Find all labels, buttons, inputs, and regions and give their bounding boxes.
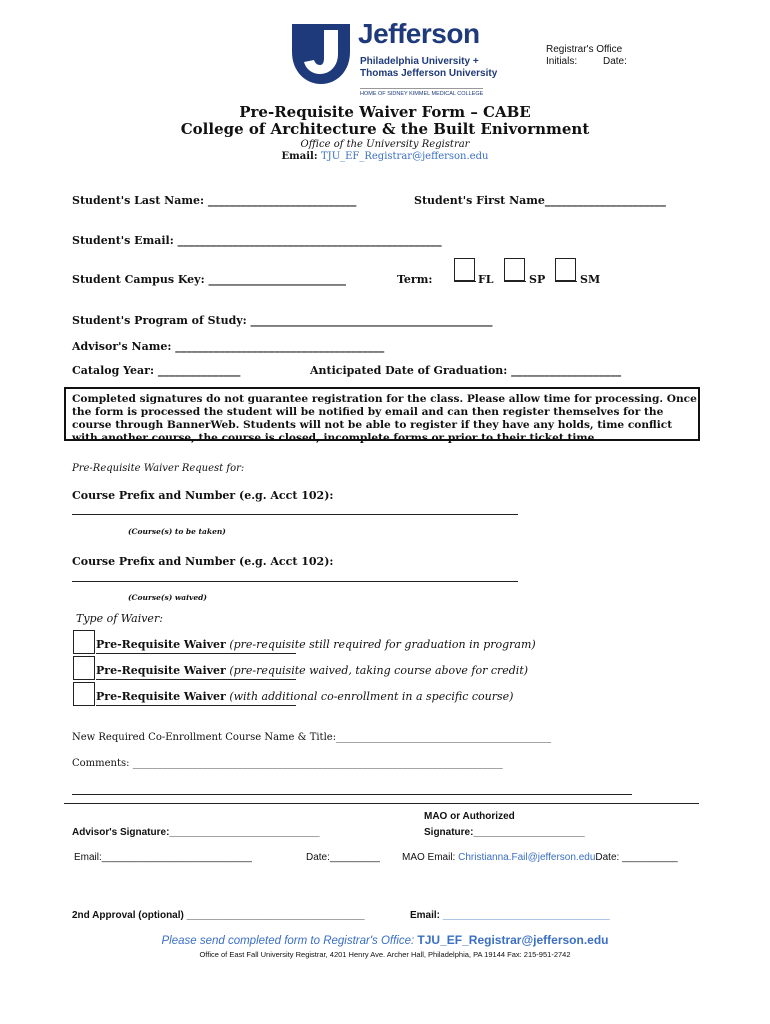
jefferson-logo (290, 18, 500, 104)
course2-label: Course Prefix and Number (e.g. Acct 102): (72, 555, 334, 568)
catalog-year-field[interactable]: Catalog Year: _______________ (72, 364, 241, 377)
logo-tagline: HOME OF SIDNEY KIMMEL MEDICAL COLLEGE (360, 88, 483, 97)
registrar-email-link[interactable]: TJU_EF_Registrar@jefferson.edu (321, 151, 489, 162)
term-fl-label: FL (478, 273, 494, 286)
college-title: College of Architecture & the Built Enivornment (180, 120, 590, 138)
waiver-option-1 (96, 638, 536, 651)
second-email-field[interactable]: ______________________________ (442, 910, 610, 921)
signature-divider (64, 803, 699, 804)
advisor-email-field[interactable]: Email:___________________________ (74, 852, 252, 863)
mao-heading-1: MAO or Authorized (424, 811, 515, 822)
request-heading: Pre-Requisite Waiver Request for: (72, 463, 245, 474)
term-sm-label: SM (580, 273, 601, 286)
waiver-option-3-line (96, 705, 296, 706)
coenrollment-field[interactable]: New Required Co-Enrollment Course Name & Title:___________________________________________ (72, 732, 552, 743)
waiver-option-3 (96, 690, 513, 703)
course1-input[interactable] (72, 514, 518, 515)
footer-address: Office of East Fall University Registrar, 4201 Henry Ave. Archer Hall, Philadelphia, PA 19144 Fax: 215-951-2742 (199, 950, 571, 959)
term-sp-label: SP (529, 273, 546, 286)
term-label: Term: (397, 273, 433, 286)
waiver-option-2-desc: (pre-requisite waived, taking course above for credit) (229, 664, 529, 677)
mao-date-field[interactable]: Date: __________ (595, 852, 678, 863)
send-instruction (0, 933, 770, 947)
office-subtitle: Office of the University Registrar (300, 139, 470, 150)
email-field[interactable]: Student's Email: ________________________________________________ (72, 234, 442, 247)
logo-sub1: Philadelphia University + (360, 56, 479, 67)
date-label: Date: (603, 56, 627, 67)
term-sp-checkbox[interactable] (504, 258, 525, 281)
logo-sub2: Thomas Jefferson University (360, 68, 498, 79)
waiver-option-2-line (96, 679, 296, 680)
second-email-row (410, 910, 610, 921)
registrar-office-label: Registrar's Office (546, 44, 623, 55)
second-approval-field[interactable]: 2nd Approval (optional) ________________________________ (72, 910, 365, 921)
mao-email-link[interactable]: Christianna.Fail@jefferson.edu (458, 852, 596, 863)
notice-box (64, 387, 700, 444)
comments-line-2[interactable] (72, 794, 632, 795)
send-email-link[interactable]: TJU_EF_Registrar@jefferson.edu (417, 933, 609, 947)
waiver-option-3-desc: (with additional co-enrollment in a specific course) (229, 690, 514, 703)
waiver-option-2-title: Pre-Requisite Waiver (96, 664, 226, 677)
last-name-field[interactable]: Student's Last Name: ___________________________ (72, 194, 357, 207)
waiver-option-3-title: Pre-Requisite Waiver (96, 690, 226, 703)
course2-caption: (Course(s) waived) (128, 593, 207, 602)
comments-field[interactable]: Comments: __________________________________________________________________________ (72, 758, 503, 769)
form-title: Pre-Requisite Waiver Form – CABE (239, 103, 531, 121)
mao-email-label: MAO Email: (402, 852, 456, 863)
waiver-option-3-checkbox[interactable] (73, 682, 95, 706)
course1-label: Course Prefix and Number (e.g. Acct 102): (72, 489, 334, 502)
waiver-option-1-checkbox[interactable] (73, 630, 95, 654)
waiver-heading: Type of Waiver: (76, 612, 163, 625)
initials-label: Initials: (546, 56, 578, 67)
advisor-name-field[interactable]: Advisor's Name: ______________________________________ (72, 340, 385, 353)
term-sp-line (504, 281, 526, 282)
first-name-field[interactable]: Student's First Name______________________ (414, 194, 666, 207)
course1-caption: (Course(s) to be taken) (128, 527, 226, 536)
term-fl-checkbox[interactable] (454, 258, 475, 281)
logo-name: Jefferson (358, 18, 480, 49)
advisor-signature-field[interactable]: Advisor's Signature:___________________________ (72, 827, 320, 838)
waiver-option-1-desc: (pre-requisite still required for graduation in program) (229, 638, 536, 651)
waiver-option-1-line (96, 653, 296, 654)
waiver-option-2 (96, 664, 528, 677)
term-fl-line (454, 281, 476, 282)
course2-input[interactable] (72, 581, 518, 582)
program-field[interactable]: Student's Program of Study: ____________________________________________ (72, 314, 493, 327)
email-label: Email: (281, 151, 318, 162)
mao-signature-field[interactable]: Signature:____________________ (424, 827, 585, 838)
send-text: Please send completed form to Registrar's Office: (161, 935, 415, 947)
shield-icon (290, 22, 352, 86)
waiver-option-2-checkbox[interactable] (73, 656, 95, 680)
term-sm-line (555, 281, 577, 282)
mao-email-row (402, 852, 678, 863)
notice-text: Completed signatures do not guarantee registration for the class. Please allow time for processing. Once the form is processed the student will be notified by email and can then register themselves for the course through BannerWeb. Students will not be able to register if they have any holds, time conflict with another course, the course is closed, incomplete forms or prior to their ticket time. (72, 393, 697, 444)
campus-key-field[interactable]: Student Campus Key: _________________________ (72, 273, 346, 286)
second-email-label: Email: (410, 910, 441, 921)
registrar-email-row (0, 151, 770, 162)
graduation-date-field[interactable]: Anticipated Date of Graduation: ____________________ (310, 364, 622, 377)
term-sm-checkbox[interactable] (555, 258, 576, 281)
advisor-date-field[interactable]: Date:_________ (306, 852, 380, 863)
waiver-option-1-title: Pre-Requisite Waiver (96, 638, 226, 651)
